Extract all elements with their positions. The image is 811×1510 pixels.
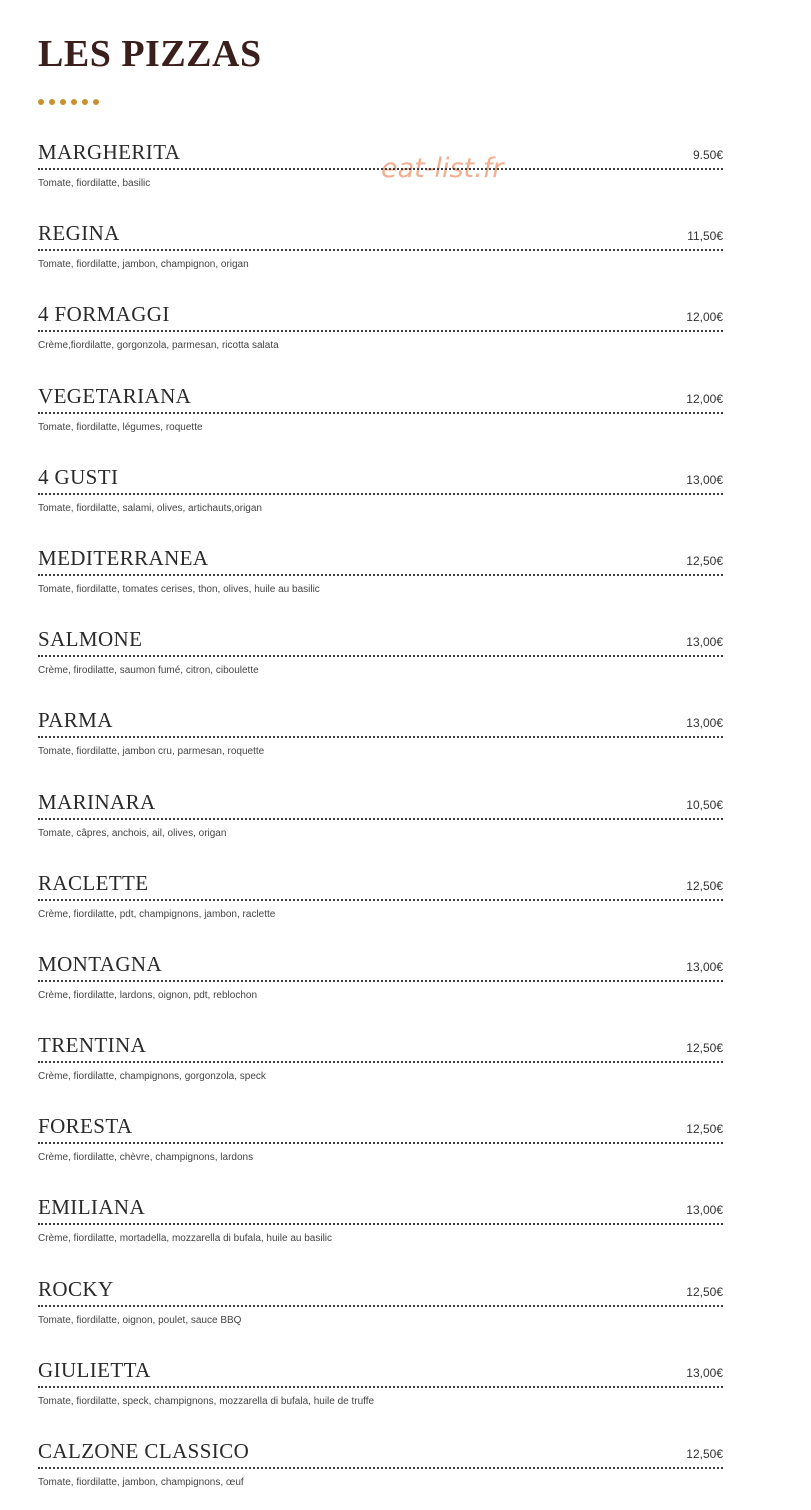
menu-item xyxy=(38,942,723,1023)
menu-item-header xyxy=(38,1190,723,1225)
divider-dot xyxy=(49,99,55,105)
menu-item-price: 13,00€ xyxy=(686,635,723,650)
menu-item-header xyxy=(38,622,723,657)
menu-item-description: Tomate, fiordilatte, légumes, roquette xyxy=(38,421,203,433)
title-divider-dots xyxy=(38,99,99,107)
menu-item-price: 12,50€ xyxy=(686,553,723,568)
menu-item-price: 11,50€ xyxy=(687,229,723,244)
menu-item xyxy=(38,211,723,292)
menu-item xyxy=(38,617,723,698)
menu-item-header xyxy=(38,1353,723,1388)
menu-item-description: Crème, fiordilatte, champignons, gorgonzola, speck xyxy=(38,1071,266,1083)
menu-item-name: REGINA xyxy=(38,221,120,246)
menu-item-name: GIULIETTA xyxy=(38,1357,151,1382)
menu-item-header xyxy=(38,866,723,901)
menu-item xyxy=(38,374,723,455)
menu-item-price: 13,00€ xyxy=(686,472,723,487)
divider-dot xyxy=(93,99,99,105)
menu-item-price: 13,00€ xyxy=(686,959,723,974)
menu-item-header xyxy=(38,297,723,332)
menu-item-price: 12,50€ xyxy=(686,1284,723,1299)
menu-item-name: EMILIANA xyxy=(38,1195,146,1220)
menu-item-header xyxy=(38,1272,723,1307)
menu-item-description: Tomate, fiordilatte, salami, olives, artichauts,origan xyxy=(38,502,262,514)
menu-item-description: Tomate, fiordilatte, tomates cerises, thon, olives, huile au basilic xyxy=(38,583,320,595)
menu-item-description: Tomate, fiordilatte, oignon, poulet, sauce BBQ xyxy=(38,1314,242,1326)
menu-item-name: CALZONE CLASSICO xyxy=(38,1439,250,1463)
menu-item xyxy=(38,1429,723,1510)
menu-item-name: MEDITERRANEA xyxy=(38,545,209,570)
menu-item-price: 12,50€ xyxy=(686,1041,723,1056)
menu-item-price: 13,00€ xyxy=(686,1365,723,1380)
menu-item-description: Tomate, fiordilatte, jambon cru, parmesan, roquette xyxy=(38,746,265,758)
menu-item xyxy=(38,1267,723,1348)
menu-item xyxy=(38,130,723,211)
menu-item-description: Tomate, fiordilatte, jambon, champignon, origan xyxy=(38,259,249,271)
menu-item xyxy=(38,292,723,373)
menu-list xyxy=(38,130,723,1510)
menu-item-header xyxy=(38,541,723,576)
menu-item-description: Crème, fiordilatte, lardons, oignon, pdt, reblochon xyxy=(38,989,258,1001)
menu-item xyxy=(38,455,723,536)
menu-item-header xyxy=(38,379,723,414)
menu-item-price: 12,00€ xyxy=(686,391,723,406)
menu-item-description: Crème, fiordilatte, mortadella, mozzarella di bufala, huile au basilic xyxy=(38,1233,333,1245)
menu-item-description: Tomate, fiordilatte, jambon, champignons, œuf xyxy=(38,1477,244,1488)
menu-item-description: Tomate, fiordilatte, speck, champignons, mozzarella di bufala, huile de truffe xyxy=(38,1395,375,1407)
menu-item-header xyxy=(38,703,723,738)
menu-item-description: Crème,fiordilatte, gorgonzola, parmesan, ricotta salata xyxy=(38,340,279,352)
menu-item-price: 13,00€ xyxy=(686,716,723,731)
menu-item-header xyxy=(38,216,723,251)
menu-item-price: 12,50€ xyxy=(686,878,723,893)
menu-item xyxy=(38,1185,723,1266)
menu-item-header xyxy=(38,135,723,170)
menu-item-name: PARMA xyxy=(38,708,113,733)
menu-item-header xyxy=(38,460,723,495)
menu-item-name: RACLETTE xyxy=(38,870,149,895)
divider-dot xyxy=(60,99,66,105)
menu-item-name: SALMONE xyxy=(38,627,143,652)
menu-item-price: 12,00€ xyxy=(686,310,723,325)
menu-item xyxy=(38,698,723,779)
divider-dot xyxy=(38,99,44,105)
menu-item-name: FORESTA xyxy=(38,1114,133,1139)
menu-item-description: Tomate, câpres, anchois, ail, olives, origan xyxy=(38,827,227,839)
menu-item-header xyxy=(38,947,723,982)
menu-item-name: VEGETARIANA xyxy=(38,383,192,408)
menu-item-name: MONTAGNA xyxy=(38,951,163,976)
menu-item xyxy=(38,780,723,861)
menu-item-price: 9.50€ xyxy=(692,148,723,162)
menu-item-name: 4 FORMAGGI xyxy=(38,302,170,327)
menu-item-name: MARINARA xyxy=(38,789,156,814)
menu-item xyxy=(38,1348,723,1429)
menu-item xyxy=(38,861,723,942)
menu-item-price: 10,50€ xyxy=(686,797,723,812)
menu-item-price: 13,00€ xyxy=(686,1203,723,1218)
divider-dot xyxy=(82,99,88,105)
page-title: LES PIZZAS xyxy=(38,33,262,75)
menu-item-name: 4 GUSTI xyxy=(38,464,119,489)
menu-item xyxy=(38,1104,723,1185)
menu-item-description: Crème, fiordilatte, pdt, champignons, jambon, raclette xyxy=(38,908,276,920)
menu-item-header xyxy=(38,1434,723,1469)
menu-item xyxy=(38,536,723,617)
menu-item-description: Crème, fiordilatte, chèvre, champignons, lardons xyxy=(38,1152,254,1164)
menu-item-name: ROCKY xyxy=(38,1276,114,1301)
watermark: eat-list.fr xyxy=(381,153,504,184)
menu-item-description: Tomate, fiordilatte, basilic xyxy=(38,178,151,189)
divider-dot xyxy=(71,99,77,105)
menu-item-header xyxy=(38,1028,723,1063)
menu-item-price: 12,50€ xyxy=(686,1122,723,1137)
menu-item-name: TRENTINA xyxy=(38,1033,147,1058)
menu-item-price: 12,50€ xyxy=(686,1447,723,1461)
menu-item-name: MARGHERITA xyxy=(38,140,181,164)
menu-item-header xyxy=(38,1109,723,1144)
menu-item-description: Crème, firodilatte, saumon fumé, citron, ciboulette xyxy=(38,665,259,677)
menu-item-header xyxy=(38,785,723,820)
menu-item xyxy=(38,1023,723,1104)
